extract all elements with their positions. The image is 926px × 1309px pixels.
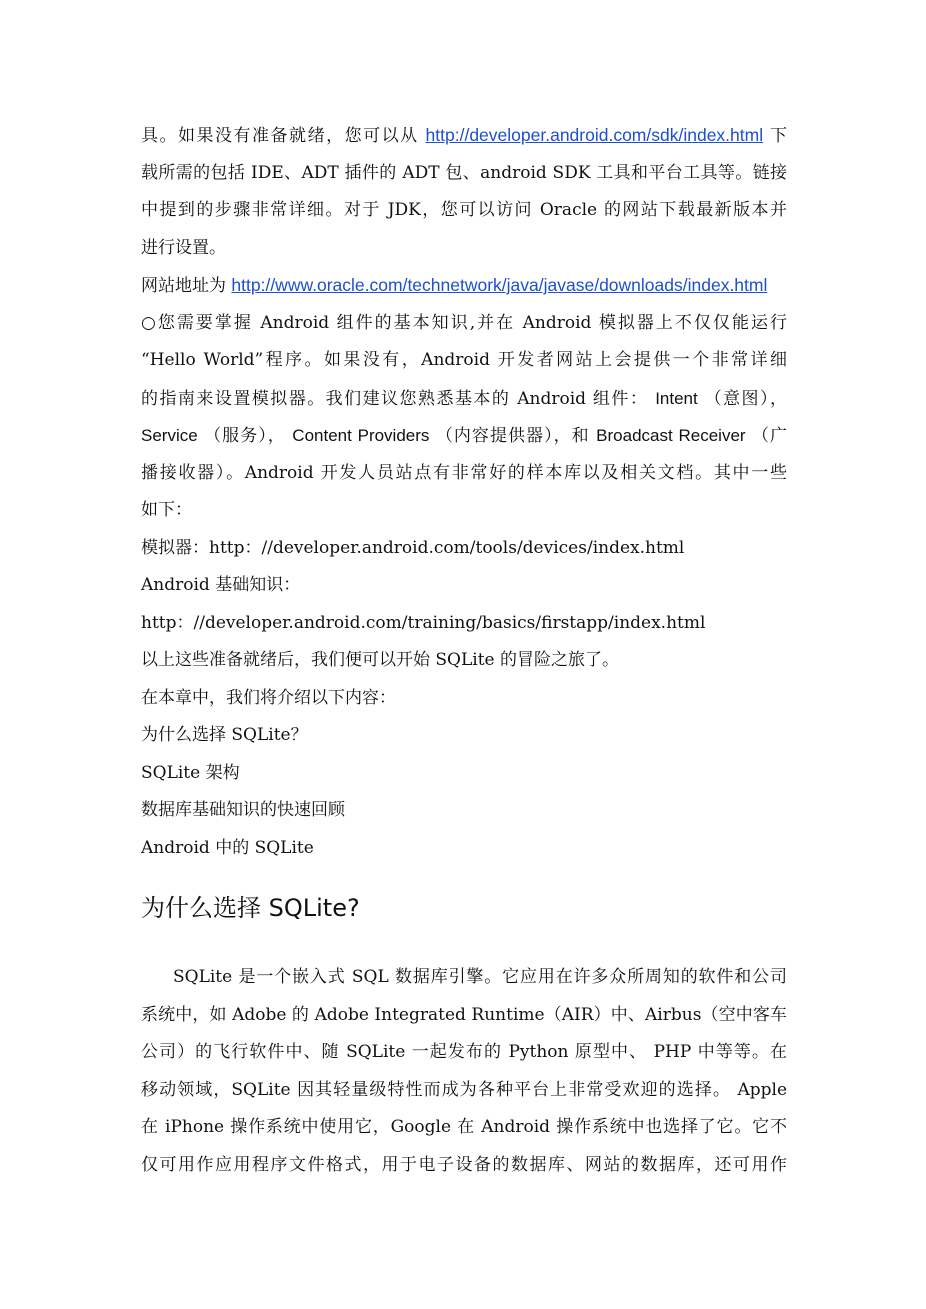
list-item: 数据库基础知识的快速回顾 [141, 800, 345, 820]
text-line: “Hello World”程序。如果没有，Android 开发者网站上会提供一个非常详细 [141, 350, 787, 370]
text-line: SQLite 是一个嵌入式 SQL 数据库引擎。它应用在许多众所周知的软件和公司 [173, 967, 787, 987]
text-line: 仅可用作应用程序文件格式，用于电子设备的数据库、网站的数据库，还可用作 [141, 1154, 787, 1175]
text-line: 具。如果没有准备就绪，您可以从 http://developer.android.com/sdk/index.html 下 [141, 125, 787, 146]
text-line: 以上这些准备就绪后，我们便可以开始 SQLite 的冒险之旅了。 [141, 650, 620, 670]
text-line: 载所需的包括 IDE、ADT 插件的 ADT 包、android SDK 工具和平台工具等。链接 [141, 162, 787, 183]
text-line: 中提到的步骤非常详细。对于 JDK，您可以访问 Oracle 的网站下载最新版本并 [141, 200, 787, 220]
text-line: 移动领域，SQLite 因其轻量级特性而成为各种平台上非常受欢迎的选择。 Apple [141, 1079, 787, 1100]
text-line: Android 基础知识： [141, 575, 301, 595]
text-line: 网站地址为 http://www.oracle.com/technetwork/java/javase/downloads/index.html [141, 275, 768, 296]
text-line: 的指南来设置模拟器。我们建议您熟悉基本的 Android 组件： Intent （意图）， [141, 388, 787, 409]
basics-url-line: http：//developer.android.com/training/basics/firstapp/index.html [141, 612, 706, 633]
list-item: 为什么选择 SQLite？ [141, 725, 308, 745]
text-line: ○您需要掌握 Android 组件的基本知识,并在 Android 模拟器上不仅仅能运行 [141, 312, 787, 333]
chapter-contents-list [141, 717, 787, 867]
text-line: 公司）的飞行软件中、随 SQLite 一起发布的 Python 原型中、 PHP 中等等。在 [141, 1042, 787, 1062]
section-paragraph [141, 959, 787, 1184]
text-line: 播接收器）。Android 开发人员站点有非常好的样本库以及相关文档。其中一些 [141, 462, 787, 483]
text-line: 进行设置。 [141, 237, 226, 258]
sdk-download-link[interactable]: http://developer.android.com/sdk/index.html [425, 125, 764, 145]
list-item: Android 中的 SQLite [141, 837, 314, 858]
section-heading: 为什么选择 SQLite? [141, 894, 360, 922]
oracle-download-link[interactable]: http://www.oracle.com/technetwork/java/javase/downloads/index.html [231, 275, 768, 295]
emulator-url-line: 模拟器：http：//developer.android.com/tools/devices/index.html [141, 537, 685, 558]
document-page [141, 117, 787, 1184]
text-line: 在本章中，我们将介绍以下内容： [141, 687, 396, 708]
list-item: SQLite 架构 [141, 762, 240, 783]
text-line: 如下： [141, 500, 192, 520]
text-line: Service （服务）， Content Providers （内容提供器），和 Broadcast Receiver （广 [141, 426, 787, 446]
text-line: 在 iPhone 操作系统中使用它，Google 在 Android 操作系统中也选择了它。它不 [141, 1117, 787, 1137]
text-line: 系统中，如 Adobe 的 Adobe Integrated Runtime（AIR）中、Airbus（空中客车 [141, 1004, 787, 1025]
